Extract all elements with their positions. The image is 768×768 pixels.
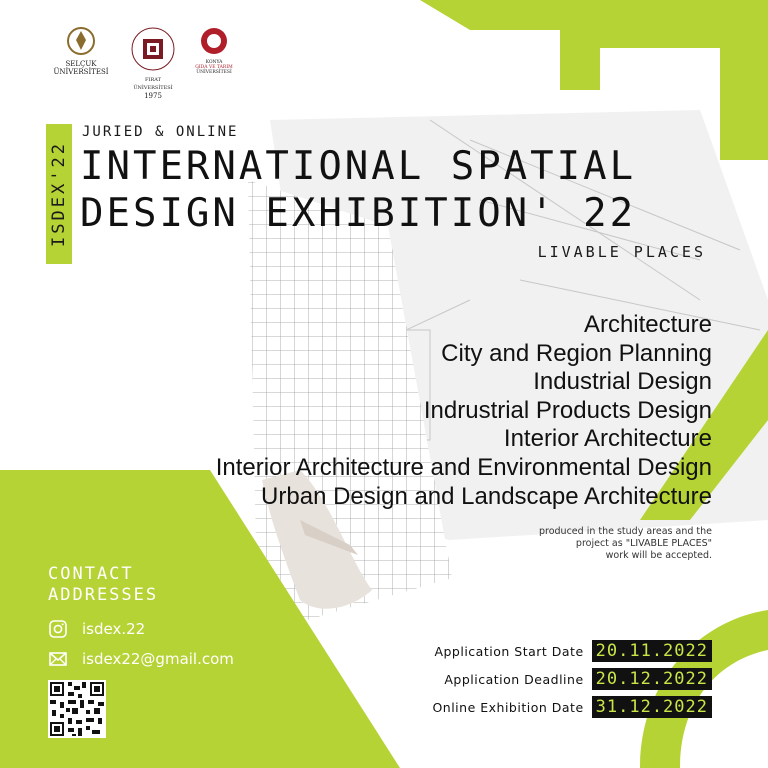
konya-university-logo bbox=[192, 26, 236, 75]
date-row bbox=[444, 668, 712, 690]
area-item: Urban Design and Landscape Architecture bbox=[261, 482, 712, 510]
contact-heading-line-2: ADDRESSES bbox=[48, 585, 159, 605]
selcuk-seal-icon bbox=[66, 26, 96, 56]
selcuk-university-logo bbox=[52, 26, 110, 76]
email-contact[interactable] bbox=[48, 649, 234, 669]
submission-note bbox=[539, 526, 712, 562]
konya-name-line2: GIDA VE TARIM bbox=[195, 65, 233, 70]
email-icon bbox=[48, 649, 68, 669]
firat-seal-icon bbox=[130, 26, 176, 72]
area-item: City and Region Planning bbox=[441, 339, 712, 367]
area-item: Interior Architecture and Environmental Design bbox=[215, 453, 712, 481]
firat-university-logo bbox=[128, 26, 178, 100]
date-label: Application Start Date bbox=[434, 643, 584, 659]
subtitle: LIVABLE PLACES bbox=[537, 243, 706, 261]
contact-heading-line-1: CONTACT bbox=[48, 564, 134, 584]
title-line-2: DESIGN EXHIBITION' 22 bbox=[80, 191, 637, 236]
date-value: 20.11.2022 bbox=[592, 640, 712, 662]
area-item: Indrustrial Products Design bbox=[423, 396, 712, 424]
note-line-1: produced in the study areas and the bbox=[538, 526, 712, 537]
area-item: Architecture bbox=[583, 311, 712, 338]
title-line-1: INTERNATIONAL SPATIAL bbox=[80, 144, 637, 189]
konya-name-line3: ÜNİVERSİTESİ bbox=[196, 70, 232, 75]
email-address[interactable]: isdex22@gmail.com bbox=[82, 650, 234, 668]
isdex-tag-text: ISDEX'22 bbox=[49, 141, 69, 247]
konya-name-line1: KONYA bbox=[205, 60, 223, 65]
date-row bbox=[434, 640, 712, 662]
date-value: 31.12.2022 bbox=[592, 696, 712, 718]
dates-panel bbox=[412, 640, 712, 730]
isdex-vertical-tag bbox=[46, 124, 72, 264]
date-label: Online Exhibition Date bbox=[432, 699, 584, 715]
note-line-3: work will be accepted. bbox=[605, 550, 712, 561]
area-item: Interior Architecture bbox=[503, 425, 712, 453]
instagram-contact[interactable] bbox=[48, 619, 145, 639]
selcuk-name-line1: SELÇUK bbox=[65, 60, 97, 68]
date-label: Application Deadline bbox=[444, 671, 584, 687]
area-item: Industrial Design bbox=[533, 368, 712, 396]
university-logos bbox=[52, 26, 233, 100]
qr-code[interactable] bbox=[48, 680, 106, 738]
date-value: 20.12.2022 bbox=[592, 668, 712, 690]
contact-heading bbox=[48, 564, 158, 606]
firat-name: FIRAT ÜNİVERSİTESİ bbox=[133, 77, 173, 91]
instagram-icon bbox=[48, 619, 68, 639]
selcuk-name-line2: ÜNİVERSİTESİ bbox=[53, 68, 109, 76]
kicker: JURIED & ONLINE bbox=[82, 124, 239, 140]
note-line-2: project as "LIVABLE PLACES" bbox=[575, 538, 712, 549]
firat-year: 1975 bbox=[144, 92, 162, 100]
konya-seal-icon bbox=[199, 26, 229, 56]
study-areas-list bbox=[216, 311, 712, 511]
date-row bbox=[432, 696, 712, 718]
instagram-handle[interactable]: isdex.22 bbox=[82, 620, 146, 638]
